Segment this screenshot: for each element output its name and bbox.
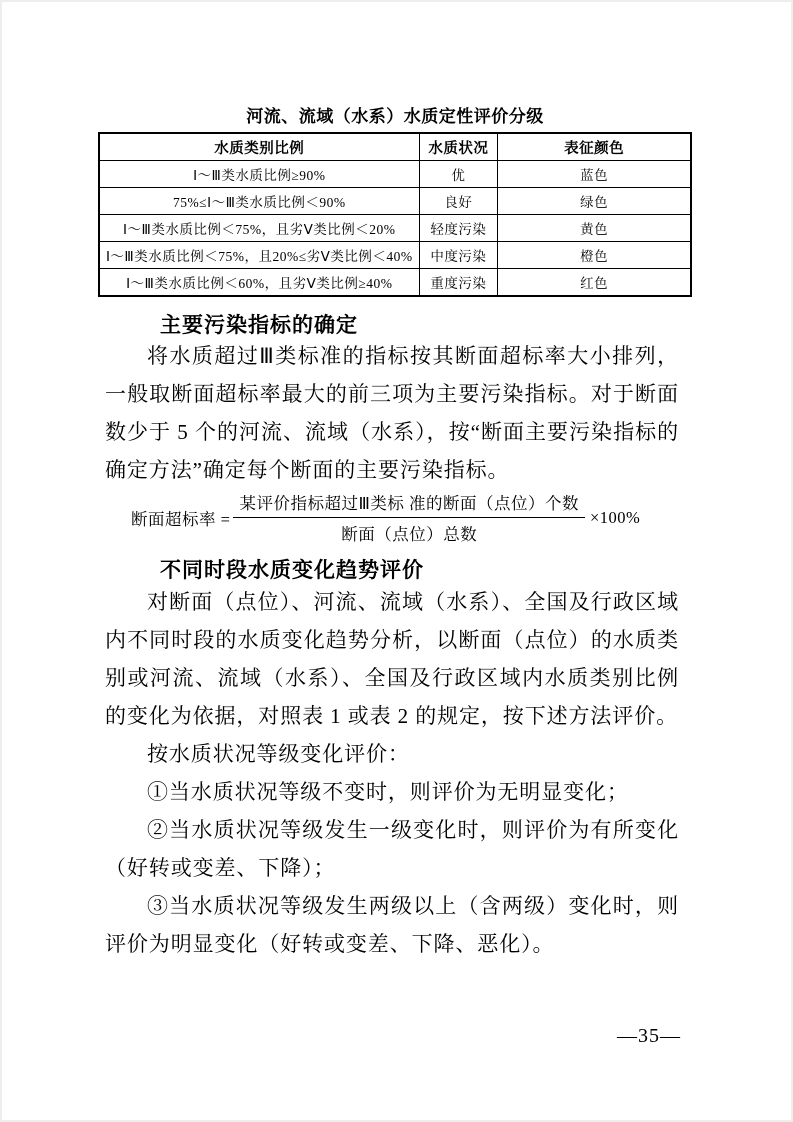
header-cell-represent-color: 表征颜色 (498, 133, 691, 161)
header-cell-category-ratio: 水质类别比例 (99, 133, 419, 161)
exceedance-rate-formula (131, 490, 640, 545)
cell-status: 中度污染 (419, 242, 498, 269)
paragraph: 按水质状况等级变化评价： (147, 742, 410, 766)
paragraph: ①当水质状况等级不变时，则评价为无明显变化； (147, 780, 629, 804)
table-row (99, 269, 691, 297)
cell-ratio: Ⅰ～Ⅲ类水质比例＜75%，且20%≤劣Ⅴ类比例＜40% (99, 242, 419, 269)
formula-lhs: 断面超标率 = (131, 509, 231, 529)
formula-fraction (233, 490, 585, 545)
cell-color: 橙色 (498, 242, 691, 269)
water-quality-grading-table (98, 132, 692, 297)
cell-color: 绿色 (498, 188, 691, 215)
paragraph: 将水质超过Ⅲ类标准的指标按其断面超标率大小排列，一般取断面超标率最大的前三项为主要污染指标。对于断面数少于 5 个的河流、流域（水系），按“断面主要污染指标的确定方法”确定每个断面的主要污染指标。 (105, 344, 679, 482)
table-row (99, 161, 691, 188)
paragraph-block (105, 583, 679, 963)
cell-status: 重度污染 (419, 269, 498, 297)
cell-ratio: Ⅰ～Ⅲ类水质比例≥90% (99, 161, 419, 188)
section-heading-trend-evaluation: 不同时段水质变化趋势评价 (160, 559, 424, 582)
paragraph: ②当水质状况等级发生一级变化时，则评价为有所变化（好转或变差、下降）； (105, 818, 679, 880)
cell-ratio: 75%≤Ⅰ～Ⅲ类水质比例＜90% (99, 188, 419, 215)
cell-status: 优 (419, 161, 498, 188)
cell-color: 蓝色 (498, 161, 691, 188)
table-header-row (99, 133, 691, 161)
paragraph: ③当水质状况等级发生两级以上（含两级）变化时，则评价为明显变化（好转或变差、下降、恶化）。 (105, 894, 679, 956)
header-cell-quality-status: 水质状况 (419, 133, 498, 161)
formula-denominator: 断面（点位）总数 (233, 517, 585, 545)
cell-ratio: Ⅰ～Ⅲ类水质比例＜60%，且劣Ⅴ类比例≥40% (99, 269, 419, 297)
table-title: 河流、流域（水系）水质定性评价分级 (246, 107, 544, 126)
page-number: —35— (617, 1025, 681, 1047)
paragraph-block (105, 337, 679, 489)
table-row (99, 215, 691, 242)
paragraph: 对断面（点位）、河流、流域（水系）、全国及行政区域内不同时段的水质变化趋势分析，以断面（点位）的水质类别或河流、流域（水系）、全国及行政区域内水质类别比例的变化为依据，对照表 1 或表 2 的规定，按下述方法评价。 (105, 590, 679, 728)
formula-numerator: 某评价指标超过Ⅲ类标 准的断面（点位）个数 (239, 494, 579, 513)
cell-ratio: Ⅰ～Ⅲ类水质比例＜75%，且劣Ⅴ类比例＜20% (99, 215, 419, 242)
table-row (99, 188, 691, 215)
cell-status: 轻度污染 (419, 215, 498, 242)
formula-multiplier: ×100% (589, 507, 641, 527)
cell-color: 黄色 (498, 215, 691, 242)
table-row (99, 242, 691, 269)
section-heading-main-pollution-indicators: 主要污染指标的确定 (160, 314, 358, 337)
cell-status: 良好 (419, 188, 498, 215)
cell-color: 红色 (498, 269, 691, 297)
